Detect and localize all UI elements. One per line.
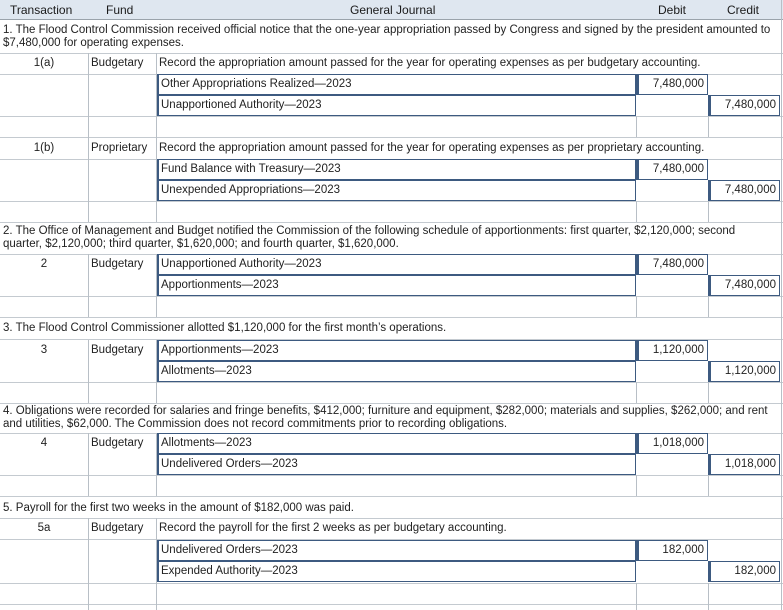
fund-5a: Budgetary bbox=[91, 522, 144, 534]
note-1a: Record the appropriation amount passed for the year for operating expenses as per budgetary accounting. bbox=[159, 57, 701, 69]
item-2-description: 2. The Office of Management and Budget notified the Commission of the following schedule of apportionments: first quarter, $2,120,000; second quarter, $2,120,000; third quarter, $1,620,000; and fourth quarter, $1,620,000. bbox=[3, 225, 736, 250]
cr-amount-3[interactable]: 1,120,000 bbox=[708, 361, 780, 382]
txn-3: 3 bbox=[40, 344, 48, 356]
cr-account-1b[interactable]: Unexpended Appropriations—2023 bbox=[156, 180, 636, 201]
cr-amount-4[interactable]: 1,018,000 bbox=[708, 454, 780, 475]
dr-amount-5a[interactable]: 182,000 bbox=[636, 540, 708, 561]
txn-4: 4 bbox=[40, 437, 48, 449]
cr-account-2[interactable]: Apportionments—2023 bbox=[156, 275, 636, 296]
cr-account-1a[interactable]: Unapportioned Authority—2023 bbox=[156, 95, 636, 116]
item-3-description: 3. The Flood Control Commissioner allotted $1,120,000 for the first month’s operations. bbox=[3, 322, 447, 334]
fund-4: Budgetary bbox=[91, 437, 144, 449]
dr-amount-2[interactable]: 7,480,000 bbox=[636, 254, 708, 275]
cr-account-3[interactable]: Allotments—2023 bbox=[156, 361, 636, 382]
fund-1a: Budgetary bbox=[91, 57, 144, 69]
dr-amount-1a[interactable]: 7,480,000 bbox=[636, 74, 708, 95]
cr-account-5a[interactable]: Expended Authority—2023 bbox=[156, 561, 636, 582]
cr-amount-2[interactable]: 7,480,000 bbox=[708, 275, 780, 296]
table-header bbox=[0, 0, 783, 20]
dr-amount-1b[interactable]: 7,480,000 bbox=[636, 159, 708, 180]
txn-5a: 5a bbox=[37, 522, 51, 534]
txn-1b: 1(b) bbox=[33, 142, 55, 154]
dr-account-2[interactable]: Unapportioned Authority—2023 bbox=[156, 254, 636, 275]
dr-account-3[interactable]: Apportionments—2023 bbox=[156, 340, 636, 361]
txn-2: 2 bbox=[40, 258, 48, 270]
dr-account-1a[interactable]: Other Appropriations Realized—2023 bbox=[156, 74, 636, 95]
fund-1b: Proprietary bbox=[91, 142, 148, 154]
header-fund: Fund bbox=[106, 3, 134, 17]
header-general-journal: General Journal bbox=[350, 3, 436, 17]
dr-account-4[interactable]: Allotments—2023 bbox=[156, 433, 636, 454]
cr-amount-1b[interactable]: 7,480,000 bbox=[708, 180, 780, 201]
fund-2: Budgetary bbox=[91, 258, 144, 270]
item-5-description: 5. Payroll for the first two weeks in the amount of $182,000 was paid. bbox=[3, 502, 354, 514]
item-4-description: 4. Obligations were recorded for salaries and fringe benefits, $412,000; furniture and equipment, $282,000; materials and supplies, $262,000; and rent and utilities, $62,000. The Commission does not record commitments prior to recording obligations. bbox=[3, 405, 768, 430]
header-transaction: Transaction bbox=[10, 3, 73, 17]
txn-1a: 1(a) bbox=[33, 57, 55, 69]
note-5a: Record the payroll for the first 2 weeks as per budgetary accounting. bbox=[159, 522, 507, 534]
dr-amount-4[interactable]: 1,018,000 bbox=[636, 433, 708, 454]
dr-amount-3[interactable]: 1,120,000 bbox=[636, 340, 708, 361]
cr-account-4[interactable]: Undelivered Orders—2023 bbox=[156, 454, 636, 475]
cr-amount-1a[interactable]: 7,480,000 bbox=[708, 95, 780, 116]
dr-account-5a[interactable]: Undelivered Orders—2023 bbox=[156, 540, 636, 561]
header-credit: Credit bbox=[727, 3, 760, 17]
item-1-description: 1. The Flood Control Commission received official notice that the one-year appropriation passed by Congress and signed by the president amounted to $7,480,000 for operating expenses. bbox=[3, 24, 771, 49]
note-1b: Record the appropriation amount passed for the year for operating expenses as per proprietary accounting. bbox=[159, 142, 705, 154]
fund-3: Budgetary bbox=[91, 344, 144, 356]
cr-amount-5a[interactable]: 182,000 bbox=[708, 561, 780, 582]
header-debit: Debit bbox=[658, 3, 687, 17]
dr-account-1b[interactable]: Fund Balance with Treasury—2023 bbox=[156, 159, 636, 180]
